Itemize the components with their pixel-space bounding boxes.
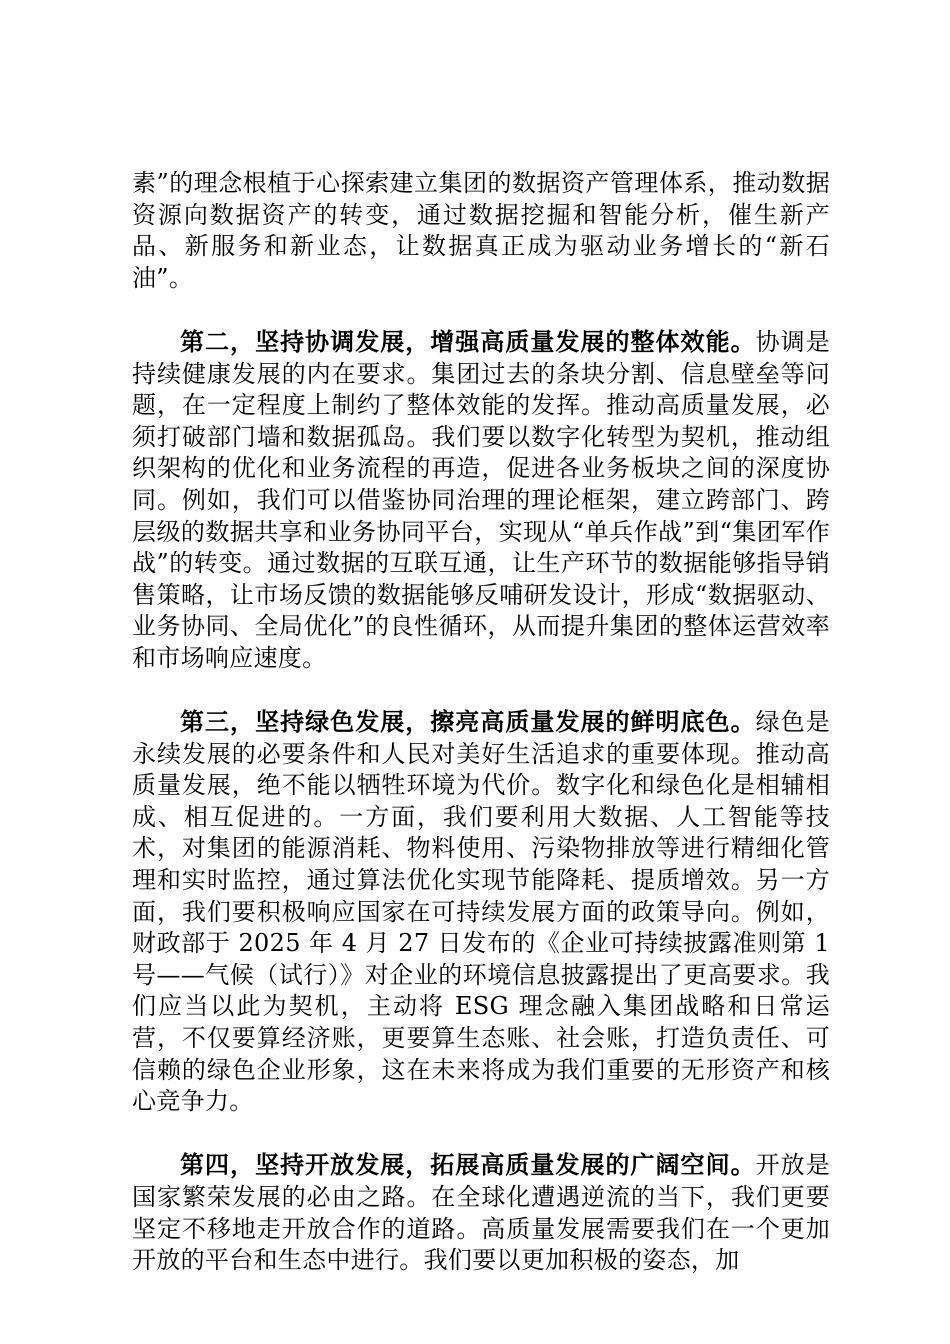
document-body [132, 167, 830, 1308]
paragraph-lead-heading: 第四，坚持开放发展，拓展高质量发展的广阔空间。 [180, 1150, 756, 1180]
paragraph-lead-heading: 第三，坚持绿色发展，擦亮高质量发展的鲜明底色。 [180, 707, 756, 737]
paragraph-text: 素”的理念根植于心探索建立集团的数据资产管理体系，推动数据资源向数据资产的转变，通过数据挖掘和智能分析，催生新产品、新服务和新业态，让数据真正成为驱动业务增长的“新石油”。 [132, 169, 830, 292]
paragraph-green-development [132, 706, 830, 1118]
paragraph-lead-heading: 第二，坚持协调发展，增强高质量发展的整体效能。 [180, 326, 756, 356]
paragraph-open-development [132, 1149, 830, 1276]
paragraph-text: 开放是国家繁荣发展的必由之路。在全球化遭遇逆流的当下，我们更要坚定不移地走开放合作的道路。高质量发展需要我们在一个更加开放的平台和生态中进行。我们要以更加积极的姿态，加 [132, 1151, 830, 1275]
paragraph-text: 协调是持续健康发展的内在要求。集团过去的条块分割、信息壁垒等问题，在一定程度上制约了整体效能的发挥。推动高质量发展，必须打破部门墙和数据孤岛。我们要以数字化转型为契机，推动组织架构的优化和业务流程的再造，促进各业务板块之间的深度协同。例如，我们可以借鉴协同治理的理论框架，建立跨部门、跨层级的数据共享和业务协同平台，实现从“单兵作战”到“集团军作战”的转变。通过数据的互联互通，让生产环节的数据能够指导销售策略，让市场反馈的数据能够反哺研发设计，形成“数据驱动、业务协同、全局优化”的良性循环，从而提升集团的整体运营效率和市场响应速度。 [132, 327, 830, 672]
paragraph-continuation [132, 167, 830, 294]
paragraph-text: 绿色是永续发展的必要条件和人民对美好生活追求的重要体现。推动高质量发展，绝不能以牺牲环境为代价。数字化和绿色化是相辅相成、相互促进的。一方面，我们要利用大数据、人工智能等技术，对集团的能源消耗、物料使用、污染物排放等进行精细化管理和实时监控，通过算法优化实现节能降耗、提质增效。另一方面，我们要积极响应国家在可持续发展方面的政策导向。例如，财政部于 2025 年 4 月 27 日发布的《企业可持续披露准则第 1 号——气候（试行）》对企业的环境信息披露提出了更高要求。我们应当以此为契机，主动将 ESG 理念融入集团战略和日常运营，不仅要算经济账，更要算生态账、社会账，打造负责任、可信赖的绿色企业形象，这在未来将成为我们重要的无形资产和核心竞争力。 [132, 708, 830, 1116]
paragraph-coordinated-development [132, 326, 830, 675]
